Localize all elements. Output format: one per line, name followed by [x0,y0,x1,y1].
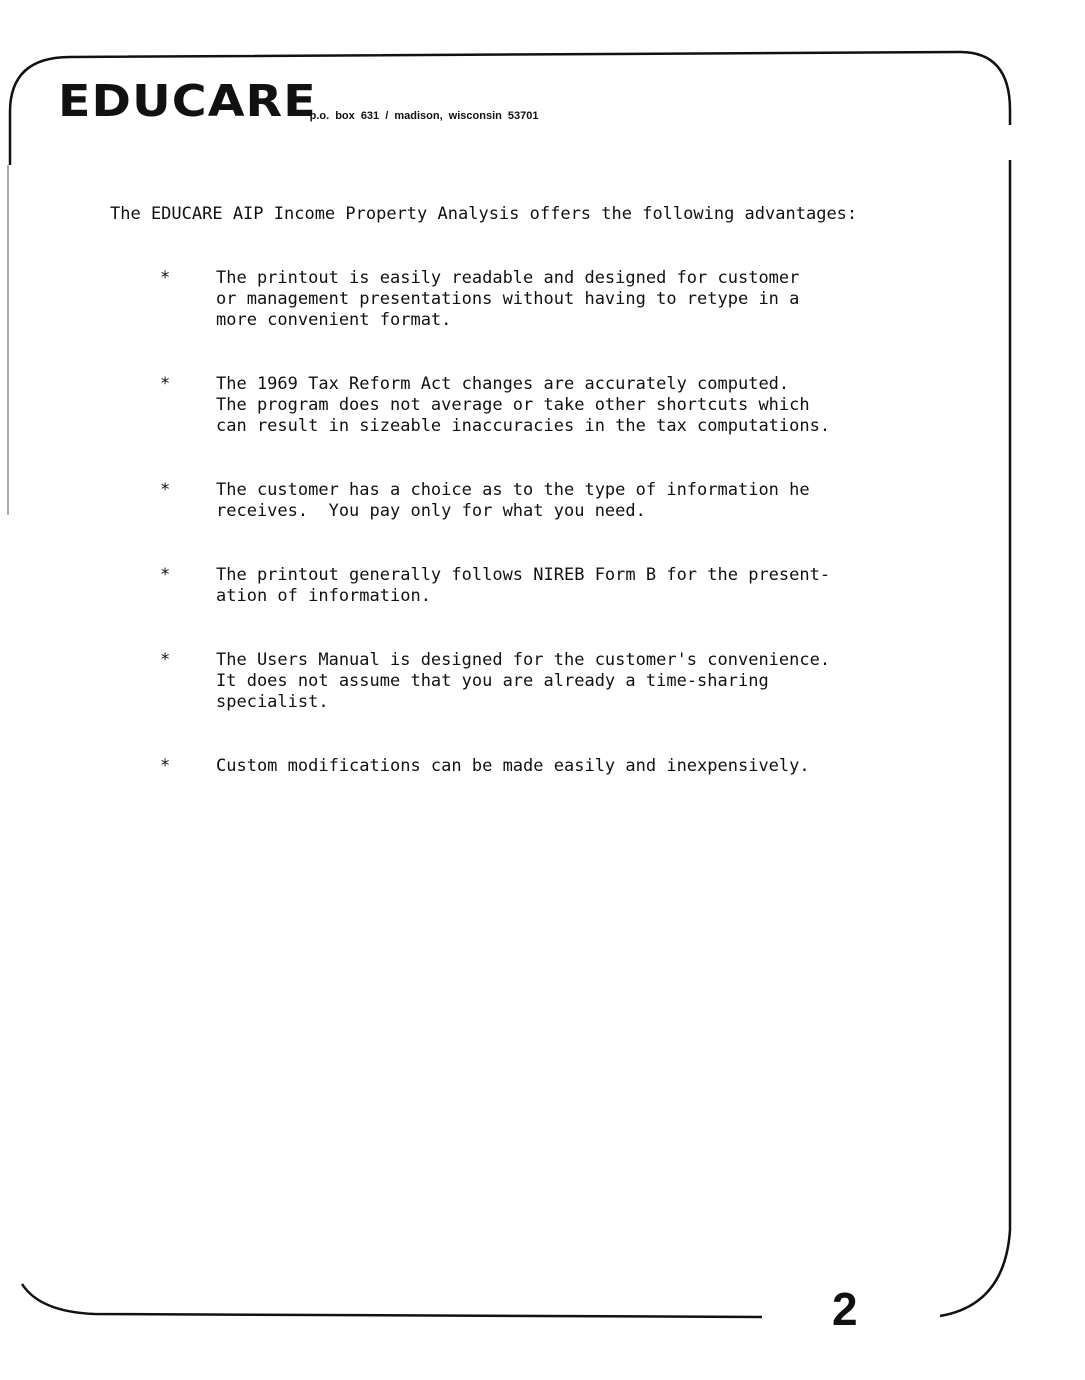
list-item [160,650,830,713]
list-item-text: Custom modifications can be made easily and inexpensively. [216,756,810,776]
asterisk-bullet: * [160,756,171,776]
list-item [160,480,830,522]
mailing-address: p.o. box 631 / madison, wisconsin 53701 [309,110,539,122]
list-item-text: The customer has a choice as to the type of information he receives. You pay only for what you need. [216,480,810,521]
list-item [160,268,830,331]
list-item-text: The printout generally follows NIREB Form B for the present- ation of information. [216,565,831,606]
educare-logo: EDUCARE [58,76,317,127]
asterisk-bullet: * [160,565,171,585]
asterisk-bullet: * [160,650,171,670]
asterisk-bullet: * [160,480,171,500]
list-item [160,756,830,777]
letterhead [58,76,539,127]
list-item [160,374,830,437]
list-item-text: The Users Manual is designed for the customer's convenience. It does not assume that you are already a time-sharing specialist. [216,650,831,712]
intro-sentence: The EDUCARE AIP Income Property Analysis offers the following advantages: [110,204,858,224]
advantages-list [160,268,830,820]
page-number: 2 [832,1283,858,1335]
list-item-text: The 1969 Tax Reform Act changes are accurately computed. The program does not average or take other shortcuts which can result in sizeable inaccuracies in the tax computations. [216,374,831,436]
asterisk-bullet: * [160,374,171,394]
list-item [160,565,830,607]
list-item-text: The printout is easily readable and designed for customer or management presentations without having to retype in a more convenient format. [216,268,800,330]
asterisk-bullet: * [160,268,171,288]
